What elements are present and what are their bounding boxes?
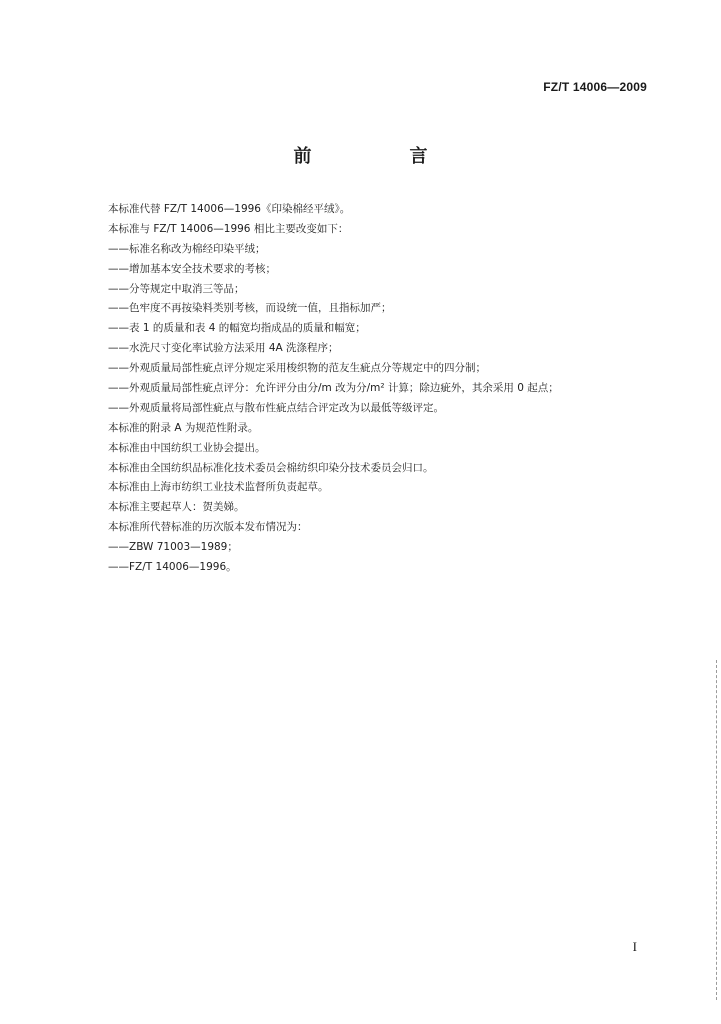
- body-line: ——增加基本安全技术要求的考核；: [108, 262, 276, 275]
- body-line: ——分等规定中取消三等品；: [108, 282, 245, 295]
- body-line: 本标准由全国纺织品标准化技术委员会棉纺织印染分技术委员会归口。: [108, 461, 434, 474]
- page-number: I: [632, 939, 637, 954]
- scan-edge-divider: [715, 660, 717, 1000]
- standard-code: FZ/T 14006—2009: [543, 80, 647, 94]
- body-line: ——水洗尺寸变化率试验方法采用 4A 洗涤程序；: [108, 342, 339, 355]
- body-line: 本标准所代替标准的历次版本发布情况为：: [108, 521, 308, 534]
- body-line: ——标准名称改为棉经印染平绒；: [108, 242, 266, 255]
- body-line: 本标准代替 FZ/T 14006—1996《印染棉经平绒》。: [108, 203, 351, 215]
- foreword-body: [108, 200, 648, 578]
- body-line: ——色牢度不再按染料类别考核，而设统一值，且指标加严；: [108, 302, 392, 315]
- body-line: ——外观质量局部性疵点评分规定采用梭织物的范友生疵点分等规定中的四分制；: [108, 362, 486, 375]
- body-line: 本标准由上海市纺织工业技术监督所负责起草。: [108, 481, 329, 494]
- body-line: 本标准由中国纺织工业协会提出。: [108, 441, 266, 454]
- body-line: ——FZ/T 14006—1996。: [108, 561, 237, 574]
- page-title: 前 言: [293, 146, 468, 167]
- body-line: 本标准主要起草人：贺美娣。: [108, 501, 245, 514]
- body-line: 本标准的附录 A 为规范性附录。: [108, 421, 259, 434]
- body-line: ——ZBW 71003—1989；: [108, 541, 238, 554]
- body-line: ——表 1 的质量和表 4 的幅宽均指成品的质量和幅宽；: [108, 322, 366, 335]
- body-line: 本标准与 FZ/T 14006—1996 相比主要改变如下：: [108, 222, 349, 235]
- body-line: ——外观质量局部性疵点评分：允许评分由分/m 改为分/m² 计算；除边疵外，其余采用 0 起点；: [108, 382, 559, 395]
- body-line: ——外观质量将局部性疵点与散布性疵点结合评定改为以最低等级评定。: [108, 401, 444, 414]
